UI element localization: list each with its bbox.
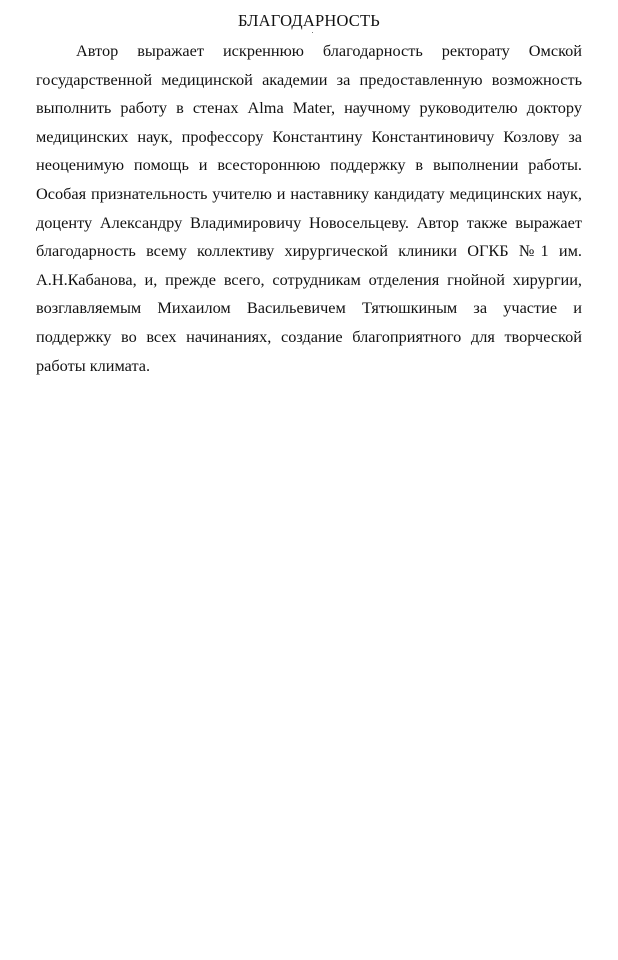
acknowledgment-paragraph: Автор выражает искреннюю благодарность ректорату Омской государственной медицинской академии за предоставленную возможность выполнить работу в стенах Alma Mater, научному руководителю доктору медицинских наук, профессору Константину Константиновичу Козлову за неоценимую помощь и всестороннюю поддержку в выполнении работы. Особая признательность учителю и наставнику кандидату медицинских наук, доценту Александру Владимировичу Новосельцеву. Автор также выражает благодарность всему коллективу хирургической клиники ОГКБ №1 им. А.Н.Кабанова, и, прежде всего, сотрудникам отделения гнойной хирургии, возглавляемым Михаилом Васильевичем Тятюшкиным за участие и поддержку во всех начинаниях, создание благоприятного для творческой работы климата.	[36, 41, 582, 375]
page-title: БЛАГОДАРНОСТЬ	[238, 11, 380, 30]
scan-speck	[312, 32, 313, 33]
